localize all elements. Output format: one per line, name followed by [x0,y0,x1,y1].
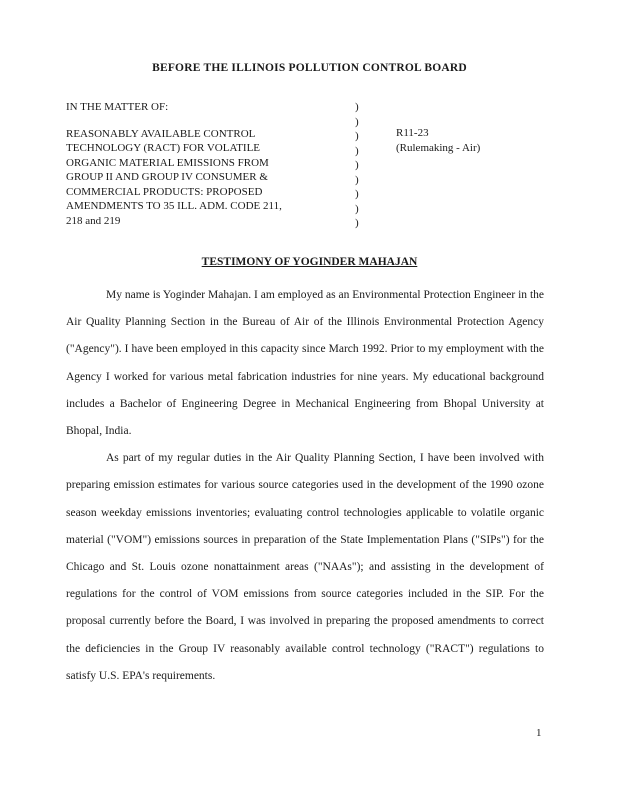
caption-paren: ) [355,173,359,186]
caption-line: GROUP II AND GROUP IV CONSUMER & [66,171,268,183]
caption-paren: ) [355,159,359,171]
caption-paren: ) [355,202,359,215]
caption-line: AMENDMENTS TO 35 ILL. ADM. CODE 211, [66,200,282,212]
caption-paren: ) [355,101,359,113]
docket-type: (Rulemaking - Air) [396,141,481,154]
caption-paren: ) [355,130,359,142]
caption-line: TECHNOLOGY (RACT) FOR VOLATILE [66,142,261,154]
caption-paren: ) [355,217,359,229]
caption-line: COMMERCIAL PRODUCTS: PROPOSED [66,185,263,198]
caption-matter-block [66,100,336,228]
caption-parentheses [355,100,367,231]
caption-line: REASONABLY AVAILABLE CONTROL [66,127,256,140]
docket-number: R11-23 [396,127,429,139]
board-header: BEFORE THE ILLINOIS POLLUTION CONTROL BOARD [152,62,467,74]
testimony-title: TESTIMONY OF YOGINDER MAHAJAN [201,256,418,268]
page-number: 1 [536,727,542,739]
paragraph: My name is Yoginder Mahajan. I am employed as an Environmental Protection Engineer in the Air Quality Planning Section in the Bureau of Air of the Illinois Environmental Protection Agency ("Agency"). I have been employed in this capacity since March 1992. Prior to my employment with the Agency I worked for various metal fabrication industries for nine years. My educational background includes a Bachelor of Engineering Degree in Mechanical Engineering from Bhopal University at Bhopal, India. [66,289,544,438]
testimony-body [66,282,544,690]
docket-block [396,126,480,155]
caption-line: ORGANIC MATERIAL EMISSIONS FROM [66,156,269,169]
caption-paren: ) [355,115,359,128]
caption-paren: ) [355,188,359,200]
caption-matter: IN THE MATTER OF: [66,101,169,113]
caption-line: 218 and 219 [66,214,121,227]
caption-paren: ) [355,144,359,157]
paragraph: As part of my regular duties in the Air Quality Planning Section, I have been involved with preparing emission estimates for various source categories used in the development of the 1990 ozone season weekday emissions inventories; evaluating control technologies applicable to volatile organic material ("VOM") emissions sources in preparation of the State Implementation Plans ("SIPs") for the Chicago and St. Louis ozone nonattainment areas ("NAAs"); and assisting in the development of regulations for the control of VOM emissions from source categories included in the SIP. For the proposal currently before the Board, I was involved in preparing the proposed amendments to correct the deficiencies in the Group IV reasonably available control technology ("RACT") regulations to satisfy U.S. EPA's requirements. [66,452,544,682]
